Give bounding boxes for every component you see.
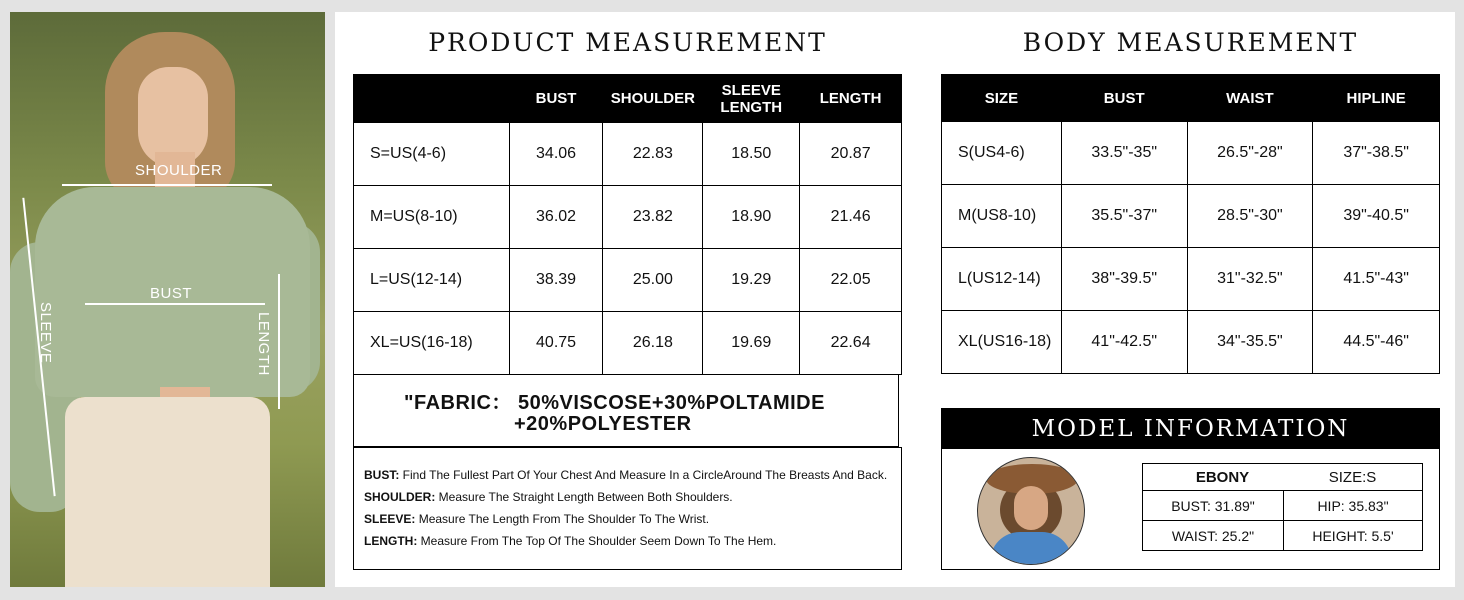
fabric-composition: [353, 375, 899, 447]
measurement-definitions: [353, 447, 902, 570]
column-header: SLEEVE LENGTH: [703, 75, 800, 123]
body-measurement-table: [941, 74, 1440, 374]
table-cell: 21.46: [800, 186, 902, 249]
definition-sleeve: SLEEVE: Measure The Length From The Shoulder To The Wrist.: [364, 512, 710, 526]
product-measurement-table: [353, 74, 902, 375]
model-information-title: MODEL INFORMATION: [942, 409, 1439, 449]
model-stats-row: [1143, 491, 1423, 521]
model-stats-row: [1143, 521, 1423, 551]
table-cell: 34.06: [509, 123, 603, 186]
table-cell: 19.29: [703, 249, 800, 312]
column-header: SIZE: [942, 75, 1062, 122]
model-name: EBONY: [1195, 468, 1250, 486]
table-row: [354, 312, 902, 375]
model-name-row: [1143, 464, 1423, 491]
column-header: HIPLINE: [1313, 75, 1440, 122]
fabric-line-2: +20%POLYESTER: [514, 413, 692, 435]
table-cell: 40.75: [509, 312, 603, 375]
size-cell: M(US8-10): [942, 185, 1062, 248]
column-header: BUST: [509, 75, 603, 123]
size-cell: L(US12-14): [942, 248, 1062, 311]
model-stats-table: [1142, 463, 1423, 551]
model-bust: BUST: 31.89": [1143, 491, 1284, 521]
size-cell: S(US4-6): [942, 122, 1062, 185]
model-size: SIZE:S: [1328, 468, 1377, 486]
shoulder-label: SHOULDER: [135, 162, 223, 179]
table-header-row: [942, 75, 1440, 122]
table-cell: 41"-42.5": [1061, 311, 1187, 374]
product-measurement-title: PRODUCT MEASUREMENT: [428, 28, 827, 57]
bust-marker-line: [85, 303, 265, 305]
model-hip: HIP: 35.83": [1284, 491, 1423, 521]
definition-bust: BUST: Find The Fullest Part Of Your Chest And Measure In a CircleAround The Breasts And Back.: [364, 468, 888, 482]
table-cell: 18.50: [703, 123, 800, 186]
column-header: SHOULDER: [603, 75, 703, 123]
table-cell: 22.05: [800, 249, 902, 312]
table-cell: 41.5"-43": [1313, 248, 1440, 311]
table-cell: 34"-35.5": [1187, 311, 1313, 374]
bust-label: BUST: [150, 285, 193, 302]
table-cell: 19.69: [703, 312, 800, 375]
sleeve-label: SLEEVE: [37, 302, 54, 364]
size-cell: XL=US(16-18): [354, 312, 510, 375]
table-cell: 31"-32.5": [1187, 248, 1313, 311]
model-avatar: [977, 457, 1085, 565]
size-cell: M=US(8-10): [354, 186, 510, 249]
product-photo: [10, 12, 325, 587]
length-label: LENGTH: [255, 312, 272, 376]
table-cell: 23.82: [603, 186, 703, 249]
model-information-box: [941, 408, 1440, 570]
column-header: LENGTH: [800, 75, 902, 123]
table-cell: 25.00: [603, 249, 703, 312]
table-cell: 38.39: [509, 249, 603, 312]
fabric-line-1: "FABRIC： 50%VISCOSE+30%POLTAMIDE: [404, 392, 825, 414]
table-row: [354, 249, 902, 312]
table-row: [942, 122, 1440, 185]
size-cell: L=US(12-14): [354, 249, 510, 312]
table-row: [354, 123, 902, 186]
table-cell: 28.5"-30": [1187, 185, 1313, 248]
table-cell: 22.64: [800, 312, 902, 375]
table-row: [354, 186, 902, 249]
table-cell: 36.02: [509, 186, 603, 249]
column-header: WAIST: [1187, 75, 1313, 122]
definition-length: LENGTH: Measure From The Top Of The Shoulder Seem Down To The Hem.: [364, 534, 777, 548]
model-waist: WAIST: 25.2": [1143, 521, 1284, 551]
body-measurement-title: BODY MEASUREMENT: [1022, 28, 1359, 57]
table-row: [942, 185, 1440, 248]
table-cell: 44.5"-46": [1313, 311, 1440, 374]
length-marker-line: [278, 274, 280, 409]
size-cell: XL(US16-18): [942, 311, 1062, 374]
table-cell: 38"-39.5": [1061, 248, 1187, 311]
table-row: [942, 248, 1440, 311]
table-cell: 26.5"-28": [1187, 122, 1313, 185]
shoulder-marker-line: [62, 184, 272, 186]
column-header: [354, 75, 510, 123]
table-cell: 35.5"-37": [1061, 185, 1187, 248]
size-cell: S=US(4-6): [354, 123, 510, 186]
table-cell: 22.83: [603, 123, 703, 186]
table-cell: 26.18: [603, 312, 703, 375]
table-cell: 18.90: [703, 186, 800, 249]
column-header: BUST: [1061, 75, 1187, 122]
table-row: [942, 311, 1440, 374]
table-cell: 20.87: [800, 123, 902, 186]
definition-shoulder: SHOULDER: Measure The Straight Length Between Both Shoulders.: [364, 490, 733, 504]
table-cell: 33.5"-35": [1061, 122, 1187, 185]
table-cell: 39"-40.5": [1313, 185, 1440, 248]
table-header-row: [354, 75, 902, 123]
model-height: HEIGHT: 5.5': [1284, 521, 1423, 551]
table-cell: 37"-38.5": [1313, 122, 1440, 185]
